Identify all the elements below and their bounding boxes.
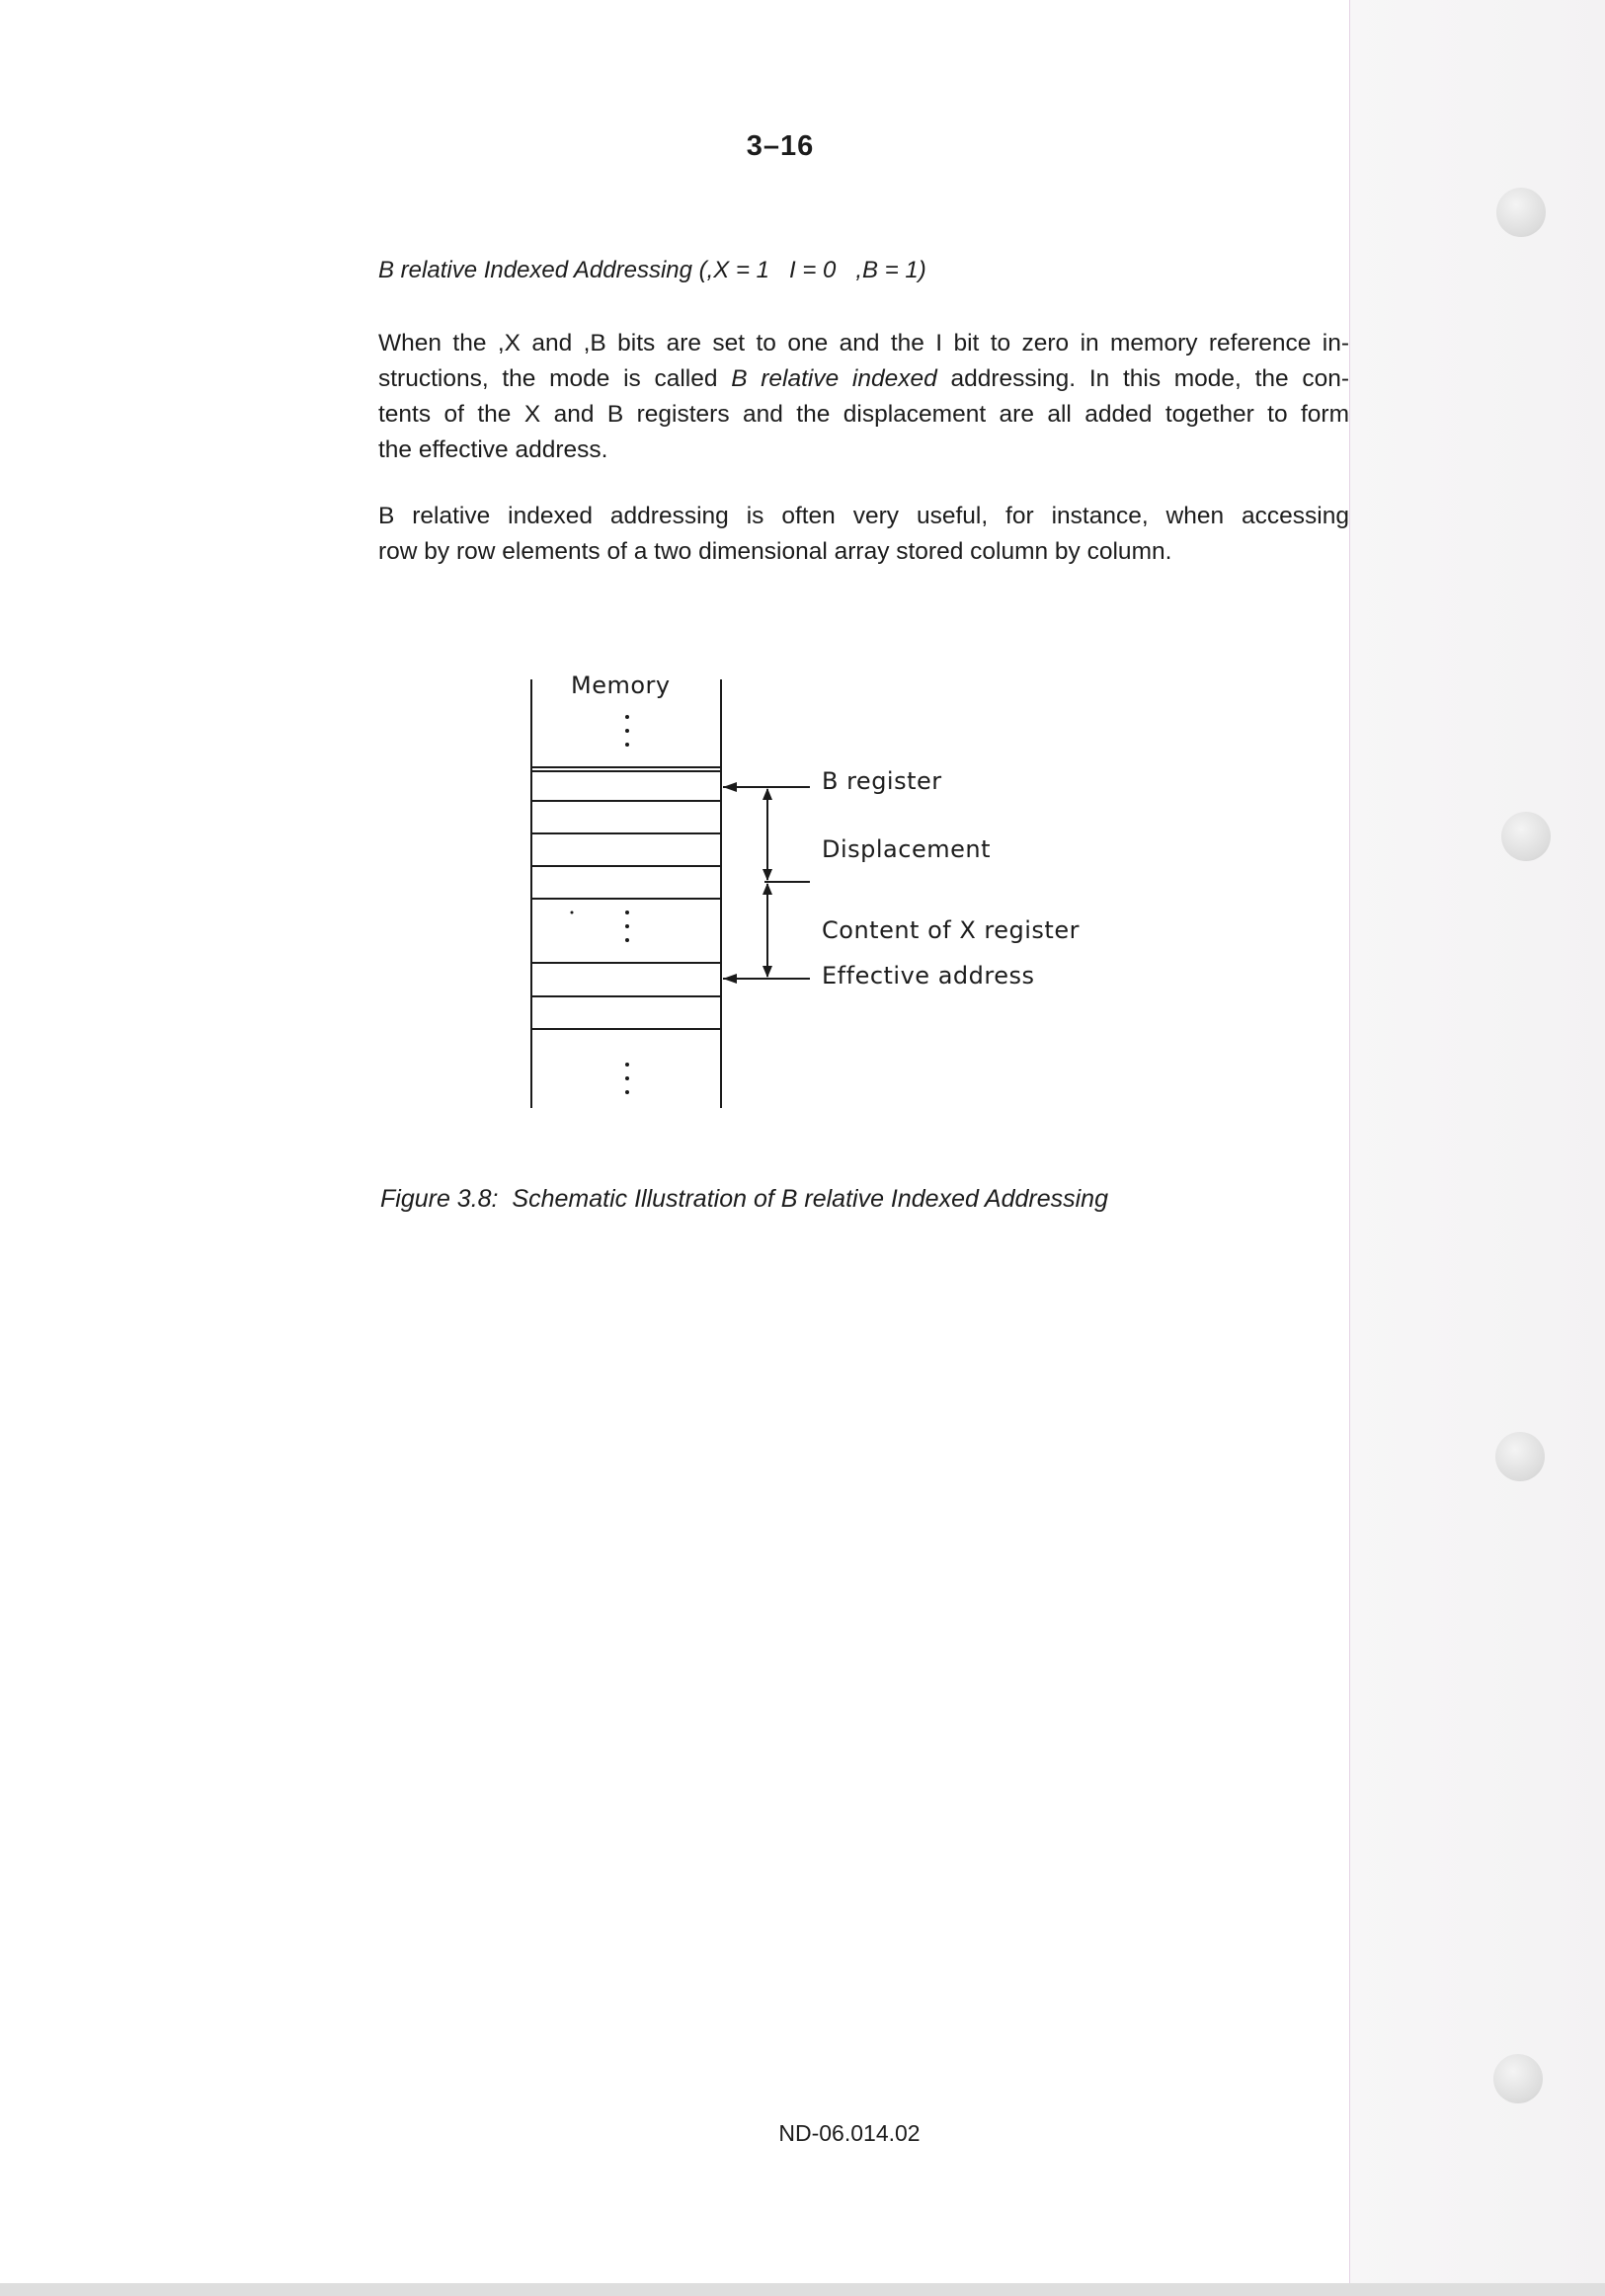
memory-diagram bbox=[514, 662, 1126, 1136]
section-heading: B relative Indexed Addressing (,X = 1 I = 0 ,B = 1) bbox=[378, 257, 926, 283]
effective-address-arrowhead bbox=[723, 974, 737, 984]
punch-hole-2 bbox=[1501, 812, 1551, 861]
figure-caption-prefix: Figure 3.8: bbox=[380, 1185, 499, 1213]
memory-label: Memory bbox=[571, 672, 671, 699]
paragraph-1-line-1: When the ,X and ,B bits are set to one and the I bit to zero in memory reference in- bbox=[378, 330, 1349, 356]
b-register-arrowhead bbox=[723, 782, 737, 792]
paragraph-1-line-2-post: addressing. In this mode, the con- bbox=[936, 365, 1349, 392]
paragraph-2-line-1: B relative indexed addressing is often very useful, for instance, when accessing bbox=[378, 503, 1349, 529]
figure-caption bbox=[380, 1185, 1108, 1214]
term-b-relative-indexed: B relative indexed bbox=[731, 365, 937, 392]
punch-hole-3 bbox=[1495, 1432, 1545, 1481]
page-number: 3–16 bbox=[746, 130, 815, 162]
document-number: ND-06.014.02 bbox=[778, 2120, 921, 2146]
paragraph-2-line-2: row by row elements of a two dimensional array stored column by column. bbox=[378, 538, 1172, 565]
paragraph-1-line-2 bbox=[378, 361, 1349, 397]
figure-caption-text: Schematic Illustration of B relative Indexed Addressing bbox=[512, 1185, 1108, 1213]
x-register-label: Content of X register bbox=[822, 916, 1080, 944]
punch-hole-4 bbox=[1493, 2054, 1543, 2103]
displacement-label: Displacement bbox=[822, 835, 991, 863]
paragraph-1-line-4: the effective address. bbox=[378, 436, 608, 463]
scan-edge bbox=[0, 2283, 1605, 2296]
b-register-label: B register bbox=[822, 767, 942, 795]
paragraph-1-line-2-pre: structions, the mode is called bbox=[378, 365, 732, 392]
memory-diagram-drawing bbox=[514, 662, 1126, 1136]
paragraph-2 bbox=[378, 499, 1349, 570]
binder-margin bbox=[1349, 0, 1605, 2296]
paragraph-1 bbox=[378, 326, 1349, 468]
paragraph-1-line-3: tents of the X and B registers and the displacement are all added together to form bbox=[378, 401, 1349, 428]
effective-address-label: Effective address bbox=[822, 962, 1035, 990]
punch-hole-1 bbox=[1496, 188, 1546, 237]
